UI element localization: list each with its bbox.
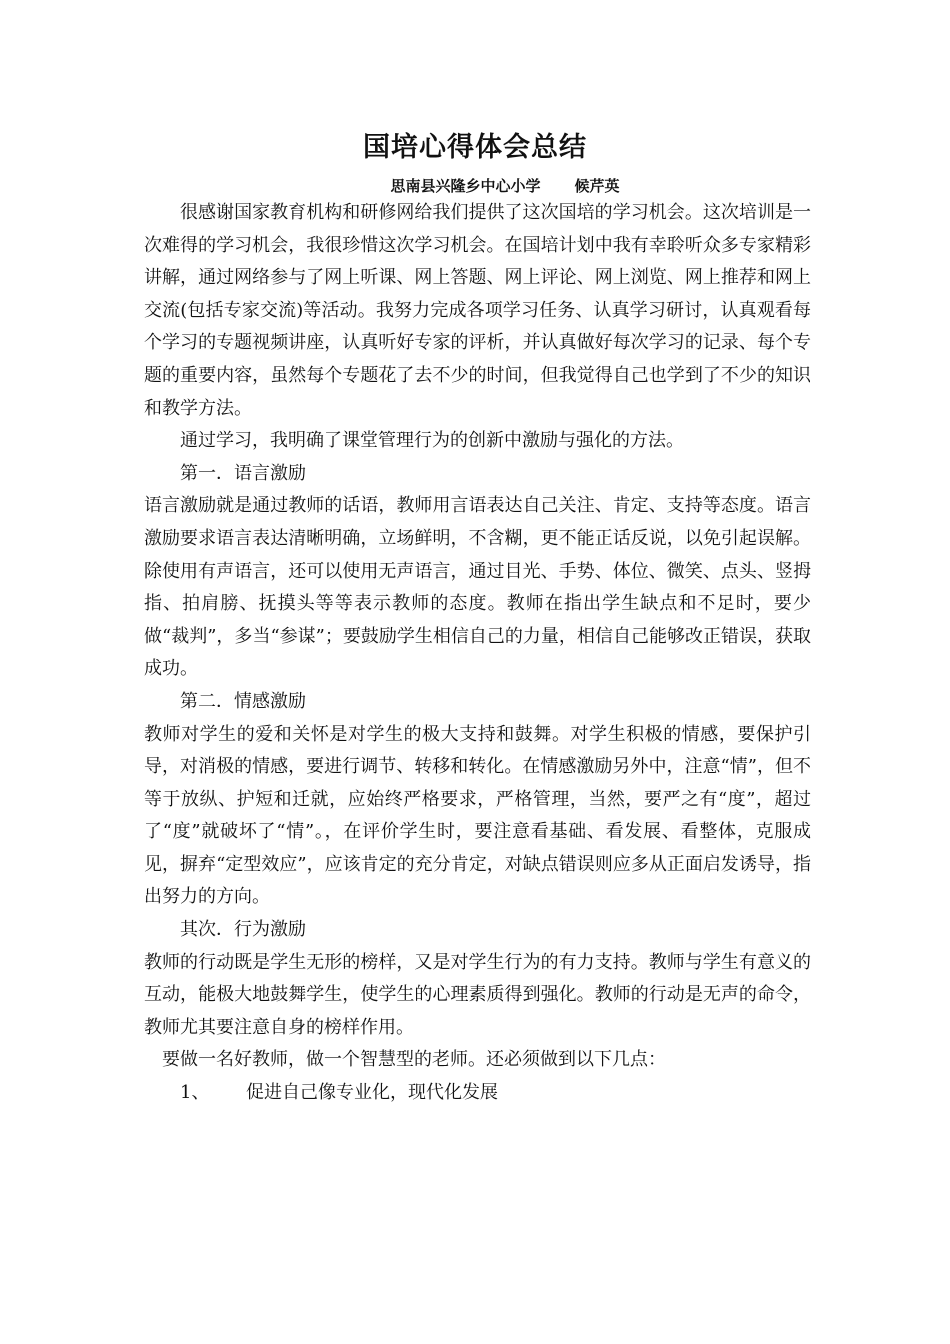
author-name: 候芹英 xyxy=(574,177,620,195)
section-heading-emotion: 第二．情感激励 xyxy=(180,690,306,712)
document-title: 国培心得体会总结 xyxy=(363,132,587,163)
document-body xyxy=(144,197,811,1110)
paragraph-language: 语言激励就是通过教师的话语，教师用言语表达自己关注、肯定、支持等态度。语言激励要求语言表达清晰明确，立场鲜明，不含糊，更不能正话反说，以免引起误解。除使用有声语言，还可以使用无声语言，通过目光、手势、体位、微笑、点头、竖拇指、拍肩膀、抚摸头等等表示教师的态度。教师在指出学生缺点和不足时，要少做“裁判”，多当“参谋”；要鼓励学生相信自己的力量，相信自己能够改正错误，获取成功。 xyxy=(144,495,811,680)
paragraph-intro: 很感谢国家教育机构和研修网给我们提供了这次国培的学习机会。这次培训是一次难得的学习机会，我很珍惜这次学习机会。在国培计划中我有幸聆听众多专家精彩讲解，通过网络参与了网上听课、网上答题、网上评论、网上浏览、网上推荐和网上交流(包括专家交流)等活动。我努力完成各项学习任务、认真学习研讨，认真观看每个学习的专题视频讲座，认真听好专家的评析，并认真做好每次学习的记录、每个专题的重要内容，虽然每个专题花了去不少的时间，但我觉得自己也学到了不少的知识和教学方法。 xyxy=(144,202,811,419)
paragraph-method: 通过学习，我明确了课堂管理行为的创新中激励与强化的方法。 xyxy=(180,430,684,452)
paragraph-requirements: 要做一名好教师，做一个智慧型的老师。还必须做到以下几点： xyxy=(162,1049,666,1071)
section-heading-language: 第一．语言激励 xyxy=(180,462,306,484)
paragraph-emotion: 教师对学生的爱和关怀是对学生的极大支持和鼓舞。对学生积极的情感，要保护引导，对消极的情感，要进行调节、转移和转化。在情感激励另外中，注意“情”，但不等于放纵、护短和迁就，应始终严格要求，严格管理，当然，要严之有“度”，超过了“度”就破坏了“情”。，在评价学生时，要注意看基础、看发展、看整体，克服成见，摒弃“定型效应”，应该肯定的充分肯定，对缺点错误则应多从正面启发诱导，指出努力的方向。 xyxy=(144,723,811,908)
list-item-number: 1、 xyxy=(180,1082,210,1104)
section-heading-behavior: 其次．行为激励 xyxy=(180,919,306,941)
list-item-text: 促进自己像专业化，现代化发展 xyxy=(246,1082,498,1104)
author-byline xyxy=(0,174,950,198)
author-school: 思南县兴隆乡中心小学 xyxy=(390,177,541,195)
list-item xyxy=(144,1077,811,1110)
paragraph-behavior: 教师的行动既是学生无形的榜样，又是对学生行为的有力支持。教师与学生有意义的互动，能极大地鼓舞学生，使学生的心理素质得到强化。教师的行动是无声的命令，教师尤其要注意自身的榜样作用。 xyxy=(144,951,811,1038)
